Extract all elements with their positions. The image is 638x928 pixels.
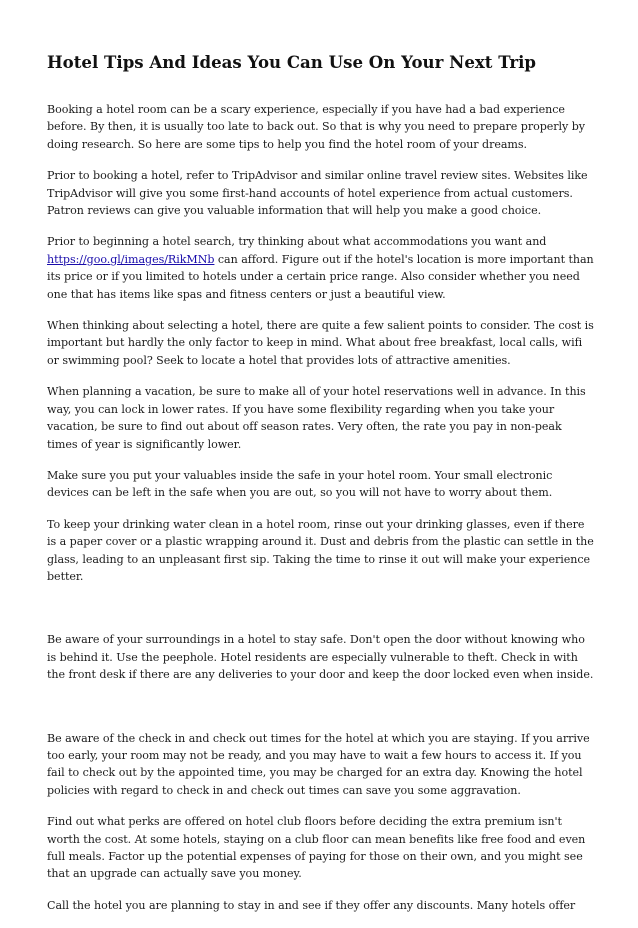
document-page: [47, 52, 595, 928]
image-link[interactable]: https://goo.gl/images/RikMNb: [47, 252, 215, 266]
page-title: Hotel Tips And Ideas You Can Use On Your Next Trip: [47, 52, 536, 72]
paragraph-accommodations-text-before: Prior to beginning a hotel search, try thinking about what accommodations you want and: [47, 235, 547, 249]
paragraph-discounts: Call the hotel you are planning to stay in and see if they offer any discounts. Many hotels offer: [47, 898, 576, 912]
paragraph-intro: Booking a hotel room can be a scary experience, especially if you have had a bad experience before. By then, it is usually too late to back out. So that is why you need to prepare properly by doing research. So here are some tips to help you find the hotel room of your dreams.: [47, 103, 585, 151]
paragraph-valuables: Make sure you put your valuables inside the safe in your hotel room. Your small electronic devices can be left in the safe when you are out, so you will not have to worry about them.: [47, 468, 553, 500]
paragraph-safety: Be aware of your surroundings in a hotel to stay safe. Don't open the door without knowing who is behind it. Use the peephole. Hotel residents are especially vulnerable to theft. Check in with the front desk if there are any deliveries to your door and keep the door locked even when inside.: [47, 633, 594, 682]
paragraph-check-in-times: Be aware of the check in and check out times for the hotel at which you are staying. If you arrive too early, your room may not be ready, and you may have to wait a few hours to access it. If you fail to check out by the appointed time, you may be charged for an extra day. Knowing the hotel policies with regard to check in and check out times can save you some aggravation.: [47, 731, 590, 797]
paragraph-club-floors: Find out what perks are offered on hotel club floors before deciding the extra premium isn't worth the cost. At some hotels, staying on a club floor can mean benefits like free food and even full meals. Factor up the potential expenses of paying for those on their own, and you might see that an upgrade can actually save you money.: [47, 815, 586, 881]
paragraph-accommodations-text-after: can afford. Figure out if the hotel's location is more important than its price or if you limited to hotels under a certain price range. Also consider whether you need one that has items like spas and fitness centers or just a beautiful view.: [47, 252, 594, 301]
paragraph-amenities: When thinking about selecting a hotel, there are quite a few salient points to consider. The cost is important but hardly the only factor to keep in mind. What about free breakfast, local calls, wifi or swimming pool? Seek to locate a hotel that provides lots of attractive amenities.: [47, 319, 594, 367]
paragraph-tripadvisor: Prior to booking a hotel, refer to TripAdvisor and similar online travel review sites. Websites like TripAdvisor will give you some first-hand accounts of hotel experience from actual customers. Patron reviews can give you valuable information that will help you make a good choice.: [47, 169, 588, 218]
paragraph-drinking-water: To keep your drinking water clean in a hotel room, rinse out your drinking glasses, even if there is a paper cover or a plastic wrapping around it. Dust and debris from the plastic can settle in the glass, leading to an unpleasant first sip. Taking the time to rinse it out will make your experience better.: [47, 517, 594, 583]
paragraph-reservations: When planning a vacation, be sure to make all of your hotel reservations well in advance. In this way, you can lock in lower rates. If you have some flexibility regarding when you take your vacation, be sure to find out about off season rates. Very often, the rate you pay in non-peak times of year is significantly lower.: [47, 385, 586, 451]
paragraph-accommodations: [47, 233, 595, 303]
